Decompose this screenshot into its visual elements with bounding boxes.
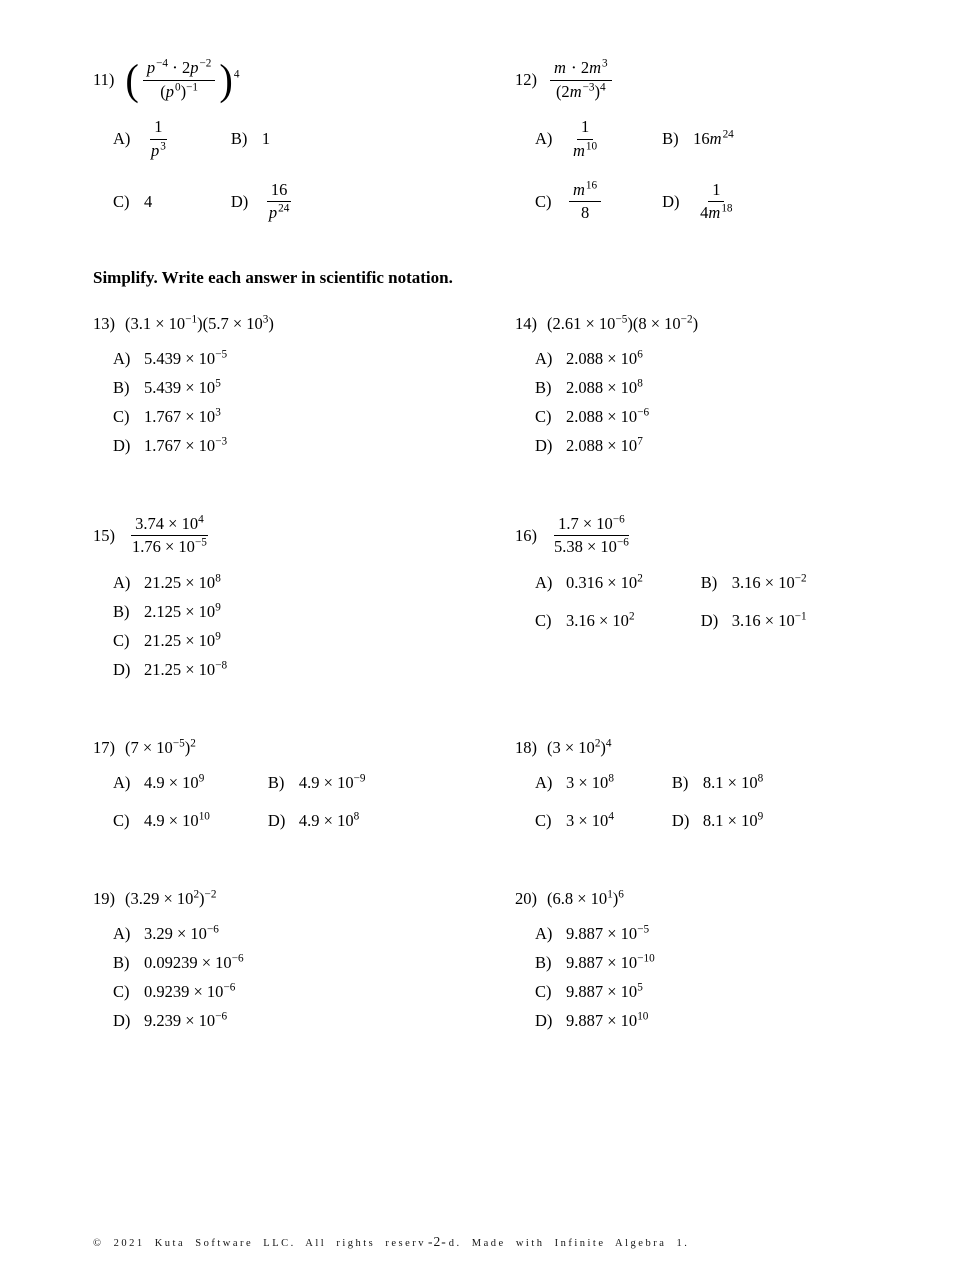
choice-value: $16m^{24}$: [693, 128, 734, 149]
problem-number: 14): [515, 313, 537, 333]
choice-label: D): [230, 191, 249, 211]
choice-value: $2.088 \times 10^8$: [566, 377, 643, 397]
choice: [113, 573, 227, 593]
footer-right-text: d. Made with Infinite Algebra 1.: [448, 1238, 690, 1249]
problem: [515, 514, 899, 631]
choice-value: $3.16 \times 10^{-2}$: [731, 572, 807, 592]
problem-expression: $(3 \times 10^2)^4$: [547, 737, 612, 757]
choice-value: $8.1 \times 10^9$: [702, 810, 764, 830]
choice-value: $9.239 \times 10^{-6}$: [144, 1010, 228, 1030]
problems-section-exponents: [93, 55, 899, 224]
answer-choices: [113, 117, 515, 224]
choice-label: C): [535, 611, 552, 630]
choice-label: C): [113, 631, 130, 650]
choice-label: C): [113, 191, 130, 211]
answer-choices: [113, 924, 515, 1031]
problem-number: 15): [93, 525, 115, 545]
problem-expression: $\frac{3.74 \times 10^4}{1.76 \times 10^{-5}}$: [132, 513, 207, 557]
choice-label: A): [535, 573, 553, 592]
choice-label: D): [671, 811, 690, 830]
choice: [113, 407, 227, 427]
problem: [515, 58, 899, 224]
choice-label: B): [267, 773, 285, 792]
choice: [113, 180, 173, 224]
problem-question: [515, 58, 899, 102]
problem: [515, 314, 899, 456]
problem: [93, 314, 515, 456]
choice-value: $5.439 \times 10^5$: [144, 377, 221, 397]
choice-value: $0.316 \times 10^2$: [566, 572, 643, 592]
choice: [672, 773, 763, 793]
choice: [701, 611, 807, 631]
choice-label: A): [535, 773, 553, 792]
problem-expression: $(3.29 \times 10^2)^{-2}$: [125, 888, 217, 908]
choice-label: A): [535, 924, 553, 943]
choice: [701, 573, 807, 593]
choice: [113, 378, 227, 398]
problem-question: [93, 314, 515, 334]
choice-label: C): [535, 406, 552, 426]
answer-choices: [535, 924, 899, 1031]
problem-expression: $(7 \times 10^{-5})^2$: [125, 737, 196, 757]
choice-value: 1: [261, 129, 271, 149]
problem-expression: $(6.8 \times 10^1)^6$: [547, 888, 624, 908]
choice: [113, 349, 227, 369]
answer-choices: [535, 573, 899, 631]
choice-label: D): [535, 1011, 553, 1030]
choice-value: $21.25 \times 10^{-8}$: [144, 659, 228, 679]
choice-label: A): [535, 348, 553, 368]
choice-value: $2.088 \times 10^6$: [566, 348, 643, 368]
choice-label: B): [700, 573, 718, 592]
choice-label: A): [113, 924, 131, 943]
problem-number: 13): [93, 313, 115, 333]
choice-value: $8.1 \times 10^8$: [702, 772, 764, 792]
choice: [535, 1011, 655, 1031]
choice-value: $9.887 \times 10^{-10}$: [566, 952, 655, 972]
problem-question: [515, 738, 899, 758]
choice: [672, 811, 763, 831]
problem-question: [515, 514, 899, 558]
page-number: -2-: [428, 1234, 447, 1249]
choice: [268, 773, 366, 793]
choice-value: $5.439 \times 10^{-5}$: [144, 348, 228, 368]
answer-choices: [535, 773, 899, 831]
choice-label: C): [535, 982, 552, 1001]
choice-label: A): [535, 129, 553, 149]
problem-expression: ( $\frac{p^{-4} \cdot 2p^{-2}}{(p^0)^{-1}}$ ) $^4$: [125, 55, 240, 104]
choice: [535, 982, 655, 1002]
choice-label: B): [230, 129, 248, 149]
choice-label: D): [113, 1011, 131, 1030]
problem-question: [93, 889, 515, 909]
choice-value: $1.767 \times 10^3$: [144, 406, 221, 426]
choice-value: $4.9 \times 10^9$: [144, 772, 205, 792]
choice: [113, 811, 210, 831]
problem-number: 17): [93, 738, 115, 757]
choice-value: $2.088 \times 10^7$: [566, 435, 643, 455]
choice-value: $\frac{1}{m^{10}}$: [573, 117, 598, 160]
choice-label: A): [113, 348, 131, 368]
choice-value: $\frac{1}{p^3}$: [151, 117, 166, 160]
section-heading: Simplify. Write each answer in scientific notation.: [93, 267, 453, 287]
problem: [93, 514, 515, 680]
choice-value: $4.9 \times 10^{-9}$: [298, 772, 366, 792]
choice-label: A): [113, 573, 131, 592]
choice-label: B): [113, 953, 130, 972]
problem-expression: $(2.61 \times 10^{-5})(8 \times 10^{-2})$: [547, 313, 699, 333]
choice: [113, 602, 227, 622]
choice: [113, 631, 227, 651]
choice-label: B): [662, 129, 679, 149]
problem-number: 18): [515, 738, 537, 757]
problem-number: 12): [515, 70, 537, 90]
choice-label: C): [113, 406, 130, 426]
choice: [535, 117, 604, 161]
choice-value: $3 \times 10^8$: [566, 772, 614, 792]
problem-question: [93, 514, 515, 558]
choice-label: B): [671, 773, 689, 792]
choice: [268, 811, 366, 831]
problem-number: 19): [93, 889, 115, 908]
choice-value: $9.887 \times 10^5$: [566, 981, 643, 1001]
choice-value: $2.125 \times 10^9$: [144, 601, 221, 621]
choice: [535, 573, 643, 593]
choice-label: B): [535, 377, 552, 397]
choice: [113, 924, 244, 944]
choice: [113, 953, 244, 973]
problem-expression: $\frac{1.7 \times 10^{-6}}{5.38 \times 10^{-6}}$: [554, 513, 629, 557]
choice-label: D): [662, 191, 680, 211]
choice: [535, 378, 649, 398]
choice-label: A): [113, 129, 131, 149]
choice-value: $3.16 \times 10^{-1}$: [731, 610, 807, 630]
problem: [93, 889, 515, 1031]
choice-label: C): [113, 811, 130, 830]
choice: [113, 1011, 244, 1031]
choice: [535, 811, 614, 831]
choice: [113, 436, 227, 456]
choice: [231, 180, 296, 224]
choice-label: B): [535, 953, 552, 972]
choice-value: $4.9 \times 10^8$: [298, 810, 360, 830]
problems-section-scientific-notation: [93, 314, 899, 1031]
problem: [93, 55, 515, 224]
choice-label: D): [535, 435, 553, 455]
problem-expression: $\frac{m \cdot 2m^3}{(2m^{-3})^4}$: [547, 58, 615, 102]
choice-value: $9.887 \times 10^{10}$: [566, 1010, 649, 1030]
choice-value: 4: [144, 191, 153, 211]
problem: [515, 889, 899, 1031]
choice-value: $3 \times 10^4$: [566, 810, 614, 830]
choice-label: C): [535, 811, 552, 830]
choice: [113, 982, 244, 1002]
choice-label: C): [113, 982, 130, 1001]
answer-choices: [535, 349, 899, 456]
choice-label: D): [267, 811, 286, 830]
choice: [231, 117, 296, 161]
choice: [113, 773, 210, 793]
choice-value: $3.29 \times 10^{-6}$: [144, 923, 219, 943]
choice-label: D): [700, 611, 719, 630]
answer-choices: [113, 349, 515, 456]
choice-value: $9.887 \times 10^{-5}$: [566, 923, 650, 943]
choice-value: $\frac{m^{16}}{8}$: [566, 180, 604, 224]
page-footer: [93, 1234, 689, 1250]
problem-expression: $(3.1 \times 10^{-1})(5.7 \times 10^3)$: [125, 313, 274, 333]
problem-number: 11): [93, 70, 115, 90]
choice: [535, 773, 614, 793]
choice-value: $0.09239 \times 10^{-6}$: [144, 952, 244, 972]
problem-question: [93, 55, 515, 104]
problem-number: 16): [515, 525, 537, 545]
choice: [113, 660, 227, 680]
choice-label: B): [113, 377, 130, 397]
choice-label: B): [113, 602, 130, 621]
choice: [535, 924, 655, 944]
choice-value: $\frac{1}{4m^{18}}$: [700, 179, 733, 223]
choice-value: $0.9239 \times 10^{-6}$: [144, 981, 236, 1001]
choice-label: C): [535, 191, 552, 211]
problem-number: 20): [515, 889, 537, 908]
choice-value: $4.9 \times 10^{10}$: [144, 810, 210, 830]
choice-value: $21.25 \times 10^9$: [144, 630, 221, 650]
choice-label: D): [113, 435, 131, 455]
choice: [662, 117, 739, 161]
problem: [93, 738, 515, 831]
choice: [535, 953, 655, 973]
problem: [515, 738, 899, 831]
choice: [535, 180, 604, 224]
answer-choices: [113, 773, 515, 831]
choice-value: $3.16 \times 10^2$: [566, 610, 635, 630]
choice-value: $21.25 \times 10^8$: [144, 572, 221, 592]
answer-choices: [113, 573, 515, 680]
choice: [535, 407, 649, 427]
choice: [113, 117, 173, 161]
problem-question: [515, 314, 899, 334]
problem-question: [93, 738, 515, 758]
choice: [535, 349, 649, 369]
choice-label: D): [113, 660, 131, 679]
choice-value: $1.767 \times 10^{-3}$: [144, 435, 228, 455]
choice: [535, 611, 643, 631]
choice: [535, 436, 649, 456]
choice-value: $2.088 \times 10^{-6}$: [566, 406, 650, 426]
problem-question: [515, 889, 899, 909]
choice: [662, 180, 739, 224]
choice-value: $\frac{16}{p^{24}}$: [262, 180, 296, 224]
copyright-text: © 2021 Kuta Software LLC. All rights reserv: [93, 1238, 427, 1249]
choice-label: A): [113, 773, 131, 792]
answer-choices: [535, 117, 899, 224]
